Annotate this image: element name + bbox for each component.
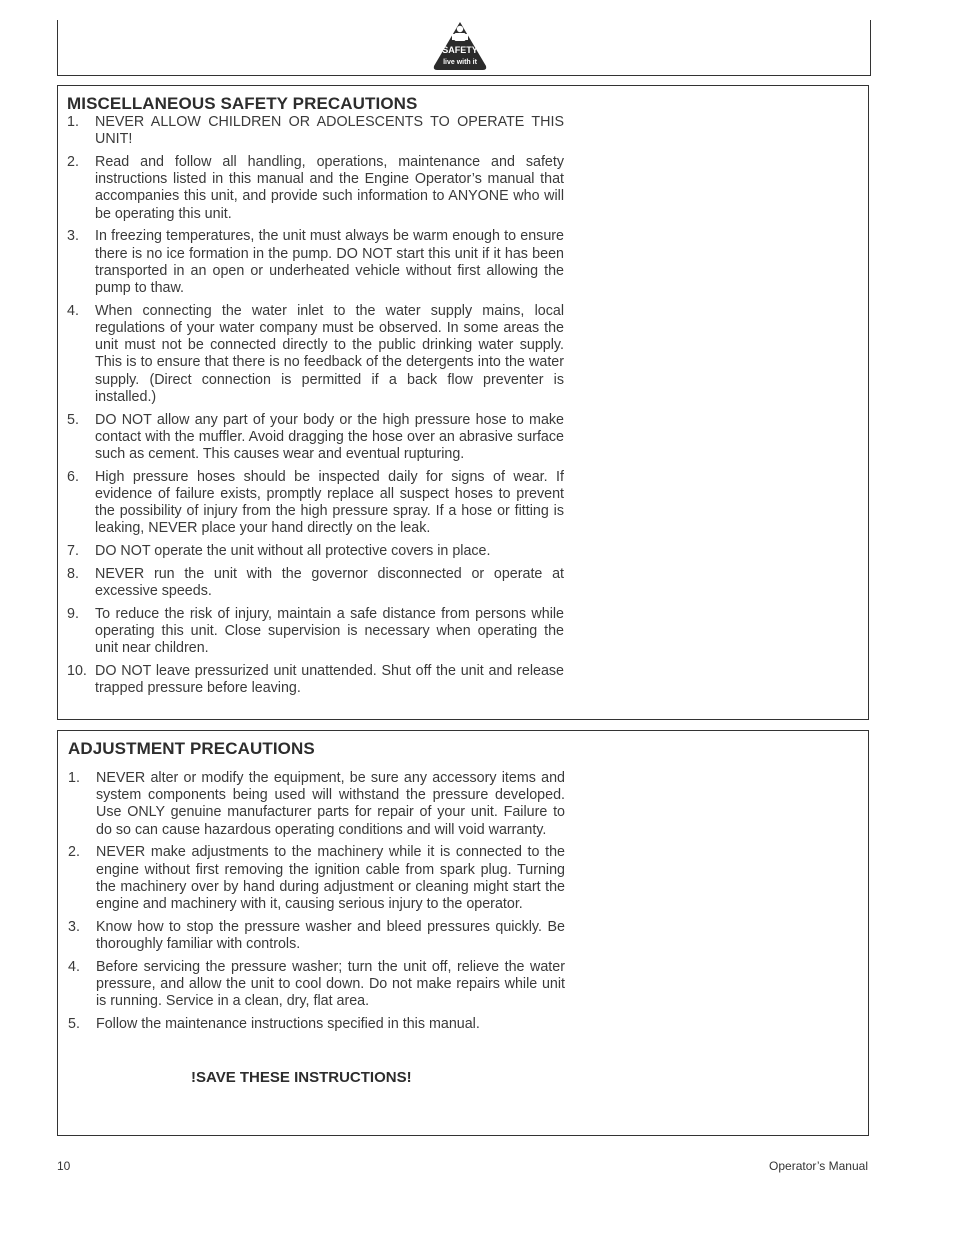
list-item-text: NEVER run the unit with the governor disconnected or operate at excessive speeds.	[95, 566, 564, 600]
list-item-number: 8.	[67, 566, 79, 583]
list-item-text: DO NOT leave pressurized unit unattended. Shut off the unit and release trapped pressure before leaving.	[95, 663, 564, 697]
list-item-text: Before servicing the pressure washer; turn the unit off, relieve the water pressure, and allow the unit to cool down. Do not make repairs while unit is running. Service in a clean, dry, flat area.	[96, 958, 565, 1010]
list-item-number: 5.	[68, 1016, 80, 1033]
list-item-text: NEVER alter or modify the equipment, be sure any accessory items and system components being used will withstand the pressure developed. Use ONLY genuine manufacturer parts for repair of your unit. Failure to do so can cause hazardous operating conditions and will void warranty.	[96, 770, 565, 838]
list-item-number: 10.	[67, 663, 87, 680]
list-item-number: 6.	[67, 468, 79, 485]
list-item-text: NEVER ALLOW CHILDREN OR ADOLESCENTS TO OPERATE THIS UNIT!	[95, 114, 564, 148]
list-item-number: 2.	[67, 154, 79, 170]
list-item-text: Follow the maintenance instructions specified in this manual.	[96, 1016, 480, 1033]
list-item-text: DO NOT operate the unit without all protective covers in place.	[95, 543, 491, 560]
list-item-text: In freezing temperatures, the unit must always be warm enough to ensure there is no ice formation in the pump. DO NOT start this unit if it has been transported in an open or underheated vehicle without first allowing the pump to thaw.	[95, 228, 564, 297]
list-item	[68, 844, 565, 913]
list-item	[68, 919, 565, 953]
page-number: 10	[57, 1159, 71, 1173]
list-item-number: 7.	[67, 543, 79, 560]
list-item	[67, 303, 564, 406]
list-item-number: 3.	[67, 228, 79, 245]
list-item-number: 4.	[68, 958, 80, 975]
list-item	[68, 959, 565, 1011]
misc-safety-heading: MISCELLANEOUS SAFETY PRECAUTIONS	[67, 94, 418, 113]
list-item-text: When connecting the water inlet to the water supply mains, local regulations of your water company must be observed. In some areas the unit must not be connected directly to the public drinking water supply. This is to ensure that there is no feedback of the detergents into the water supply. (Direct connection is permitted if a back flow preventer is installed.)	[95, 302, 564, 405]
list-item	[67, 469, 564, 538]
logo-line1: SAFETY	[442, 45, 478, 55]
adjustment-list	[68, 770, 565, 1039]
list-item-number: 1.	[68, 770, 80, 786]
misc-safety-list	[67, 114, 564, 703]
list-item-number: 2.	[68, 844, 80, 861]
list-item-text: High pressure hoses should be inspected daily for signs of wear. If evidence of failure exists, promptly replace all suspect hoses to prevent the possibility of injury from the high pressure spray. If a hose or fitting is leaking, NEVER place your hand directly on the leak.	[95, 468, 564, 537]
list-item-text: Read and follow all handling, operations, maintenance and safety instructions listed in this manual and the Engine Operator’s manual that accompanies this unit, and provide such information to ANYONE who will be operating this unit.	[95, 154, 564, 222]
save-instructions-note: !SAVE THESE INSTRUCTIONS!	[191, 1069, 412, 1086]
list-item	[68, 1016, 565, 1033]
list-item	[67, 154, 564, 223]
adjustment-heading: ADJUSTMENT PRECAUTIONS	[68, 739, 315, 758]
list-item	[67, 543, 564, 560]
list-item	[67, 228, 564, 297]
list-item-text: DO NOT allow any part of your body or the high pressure hose to make contact with the muffler. Avoid dragging the hose over an abrasive surface such as cement. This causes wear and eventual rupturing.	[95, 411, 564, 463]
list-item-text: NEVER make adjustments to the machinery while it is connected to the engine without first removing the ignition cable from spark plug. Turning the machinery over by hand during adjustment or cleaning might start the engine and machinery with it, causing serious injury to the operator.	[96, 844, 565, 913]
list-item-text: To reduce the risk of injury, maintain a safe distance from persons while operating this unit. Close supervision is necessary when operating the unit near children.	[95, 606, 564, 657]
misc-safety-section	[57, 85, 869, 720]
safety-logo	[432, 20, 488, 72]
list-item-number: 1.	[67, 114, 79, 130]
list-item	[67, 606, 564, 658]
list-item-number: 4.	[67, 302, 79, 319]
list-item	[67, 412, 564, 464]
logo-line2: live with it	[443, 59, 477, 66]
adjustment-section	[57, 730, 869, 1136]
list-item-number: 5.	[67, 411, 79, 428]
list-item	[68, 770, 565, 839]
list-item	[67, 114, 564, 148]
list-item	[67, 566, 564, 600]
list-item-number: 3.	[68, 918, 80, 935]
document-title: Operator’s Manual	[769, 1159, 868, 1173]
list-item	[67, 663, 564, 697]
list-item-number: 9.	[67, 606, 79, 623]
list-item-text: Know how to stop the pressure washer and bleed pressures quickly. Be thoroughly familiar with controls.	[96, 918, 565, 953]
